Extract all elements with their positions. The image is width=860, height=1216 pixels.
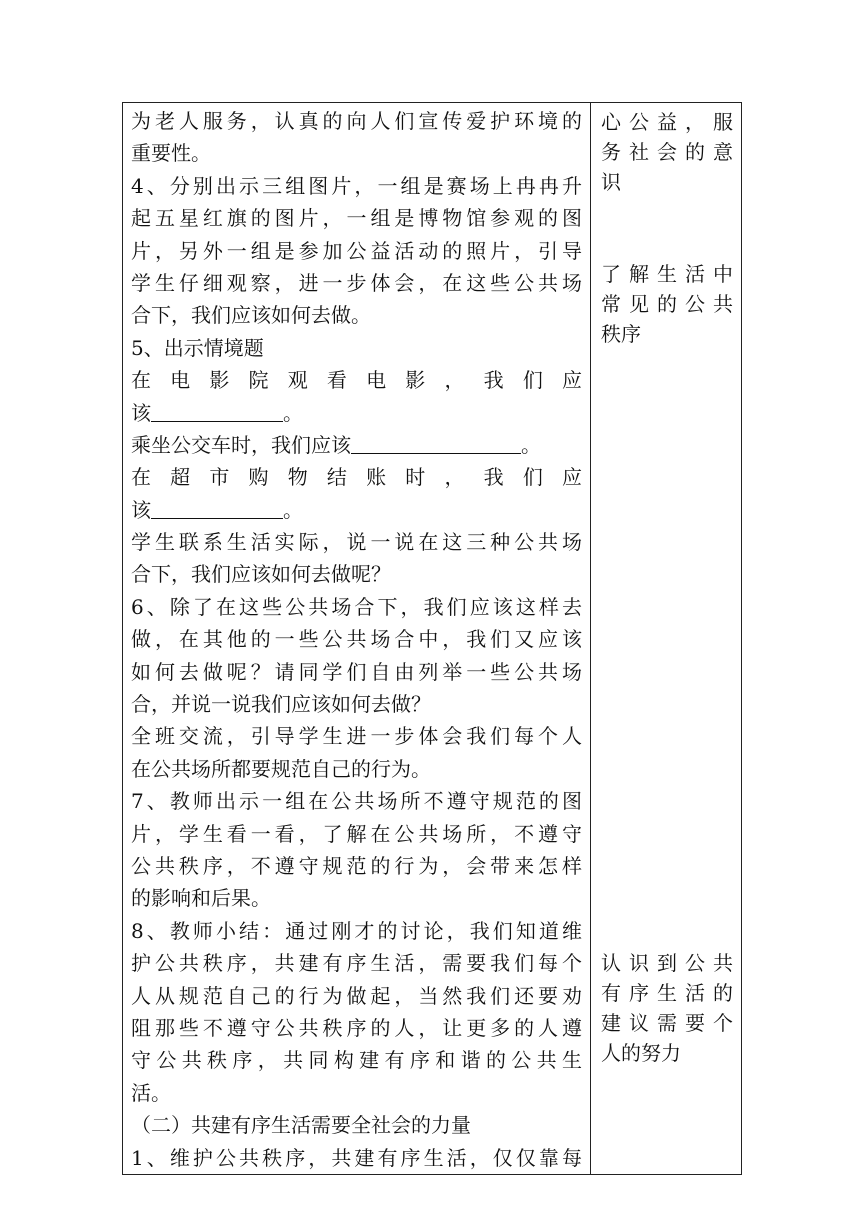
text-line: 合，并说一说我们应该如何去做？ bbox=[131, 692, 431, 717]
text-line: 合下，我们应该如何去做。 bbox=[131, 303, 371, 328]
text-line: 人从规范自己的行为做起，当然我们还要劝 bbox=[131, 983, 582, 1008]
note-line: 秩序 bbox=[601, 322, 641, 346]
text-line: 为老人服务，认真的向人们宣传爱护环境的 bbox=[131, 109, 582, 133]
text-line: 片，另外一组是参加公益活动的照片，引导 bbox=[131, 238, 582, 263]
text-line: 1、维护公共秩序，共建有序生活，仅仅靠每 bbox=[131, 1145, 582, 1170]
text-line: 如何去做呢？请同学们自由列举一些公共场 bbox=[131, 659, 582, 684]
table-row bbox=[123, 103, 742, 1175]
intent-note bbox=[601, 948, 733, 1068]
intent-note bbox=[601, 259, 733, 349]
text-fragment: 乘坐公交车时，我们应该 bbox=[131, 432, 351, 457]
intent-note bbox=[601, 107, 733, 197]
note-line: 建议需要个 bbox=[601, 1011, 733, 1035]
answer-blank bbox=[351, 431, 521, 454]
text-line: 的影响和后果。 bbox=[131, 886, 271, 911]
teaching-process-cell bbox=[123, 103, 591, 1175]
note-line: 了解生活中 bbox=[601, 262, 733, 286]
answer-blank bbox=[151, 496, 283, 519]
text-line: 片，学生看一看，了解在公共场所，不遵守 bbox=[131, 821, 582, 846]
text-line: 护公共秩序，共建有序生活，需要我们每个 bbox=[131, 951, 582, 976]
text-line: 在超市购物结账时，我们应 bbox=[131, 465, 582, 490]
text-line: 学生联系生活实际，说一说在这三种公共场 bbox=[131, 530, 582, 555]
fill-in-line bbox=[123, 397, 590, 429]
note-line: 有序生活的 bbox=[601, 981, 733, 1005]
design-intent-cell bbox=[591, 103, 742, 1175]
note-line: 认识到公共 bbox=[601, 951, 733, 975]
answer-blank bbox=[151, 399, 283, 422]
text-fragment: 该 bbox=[131, 400, 151, 425]
text-line: 起五星红旗的图片，一组是博物馆参观的图 bbox=[131, 206, 582, 231]
note-line: 常见的公共 bbox=[601, 292, 733, 316]
text-line: 守公共秩序，共同构建有序和谐的公共生 bbox=[131, 1048, 582, 1073]
period: 。 bbox=[283, 400, 303, 425]
note-line: 人的努力 bbox=[601, 1041, 681, 1065]
text-line: 合下，我们应该如何去做呢？ bbox=[131, 562, 391, 587]
text-line: 做，在其他的一些公共场合中，我们又应该 bbox=[131, 627, 582, 652]
note-line: 务社会的意 bbox=[601, 140, 733, 164]
fill-in-line bbox=[123, 494, 590, 526]
text-line: 全班交流，引导学生进一步体会我们每个人 bbox=[131, 724, 582, 749]
text-line: 活。 bbox=[131, 1080, 171, 1105]
text-line: 6、除了在这些公共场合下，我们应该这样去 bbox=[131, 594, 582, 619]
text-line: 公共秩序，不遵守规范的行为，会带来怎样 bbox=[131, 853, 582, 878]
note-line: 心公益，服 bbox=[601, 110, 733, 134]
text-line: 学生仔细观察，进一步体会，在这些公共场 bbox=[131, 270, 582, 295]
text-line: 在电影院观看电影，我们应 bbox=[131, 368, 582, 393]
text-line: 阻那些不遵守公共秩序的人，让更多的人遵 bbox=[131, 1015, 582, 1040]
note-line: 识 bbox=[601, 170, 621, 194]
text-line: 5、出示情境题 bbox=[131, 335, 264, 360]
text-line: 4、分别出示三组图片，一组是赛场上冉冉升 bbox=[131, 173, 582, 198]
text-line: 在公共场所都要规范自己的行为。 bbox=[131, 756, 431, 781]
section-heading: （二）共建有序生活需要全社会的力量 bbox=[131, 1113, 471, 1138]
text-line: 7、教师出示一组在公共场所不遵守规范的图 bbox=[131, 789, 582, 814]
fill-in-line bbox=[123, 429, 590, 461]
text-line: 重要性。 bbox=[131, 141, 211, 166]
text-line: 8、教师小结：通过刚才的讨论，我们知道维 bbox=[131, 918, 582, 943]
lesson-plan-table bbox=[122, 102, 742, 1175]
period: 。 bbox=[521, 432, 541, 457]
period: 。 bbox=[283, 497, 303, 522]
text-fragment: 该 bbox=[131, 497, 151, 522]
